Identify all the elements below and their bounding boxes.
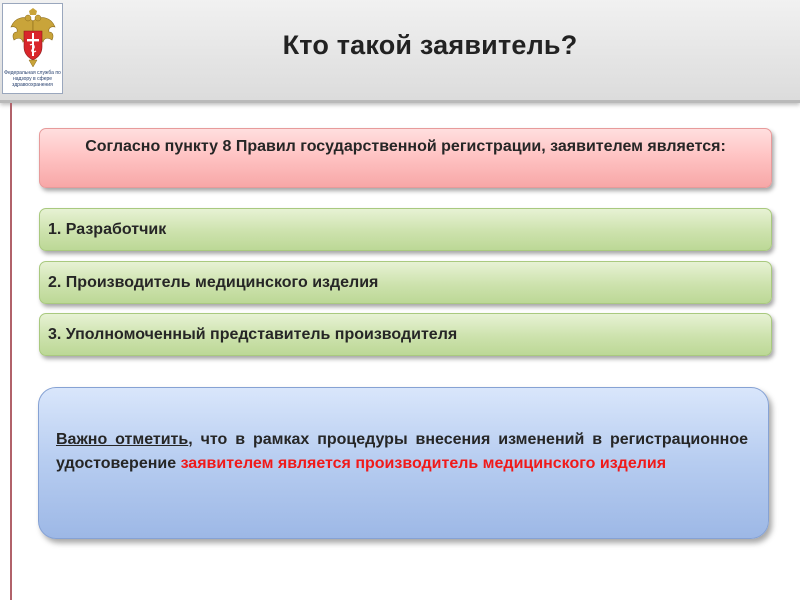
- note-lead: Важно отметить: [56, 431, 189, 448]
- header-band: [0, 0, 800, 103]
- agency-logo: [2, 3, 63, 94]
- intro-box: Согласно пункту 8 Правил государственной регистрации, заявителем является:: [39, 128, 772, 188]
- note-highlight: заявителем является производитель медицинского изделия: [180, 455, 667, 472]
- page-title: Кто такой заявитель?: [282, 30, 578, 60]
- left-accent-line: [10, 103, 12, 600]
- applicant-item-developer: 1. Разработчик: [39, 208, 772, 251]
- note-text: [56, 428, 748, 476]
- note-box: [38, 387, 769, 539]
- applicant-item-representative: 3. Уполномоченный представитель производителя: [39, 313, 772, 356]
- note-body: , что в рамках процедуры внесения изменений в регистрационное удостоверение: [56, 431, 748, 472]
- applicant-item-manufacturer: 2. Производитель медицинского изделия: [39, 261, 772, 304]
- agency-logo-caption: Федеральная служба по надзору в сфере здравоохранения: [4, 70, 61, 88]
- eagle-emblem-icon: [9, 7, 57, 69]
